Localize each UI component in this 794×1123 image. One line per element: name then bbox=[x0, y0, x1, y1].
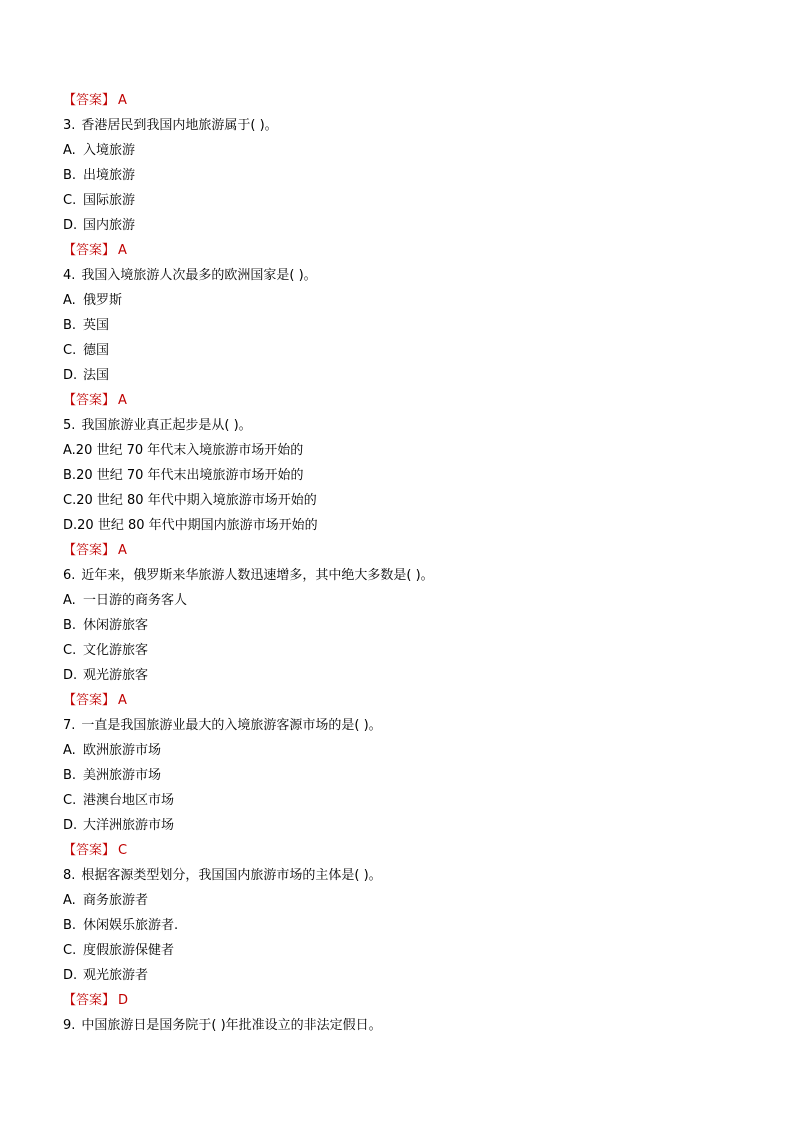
option-letter: A. bbox=[63, 593, 76, 608]
option-line bbox=[63, 363, 743, 388]
option-letter: B. bbox=[63, 168, 77, 183]
answer-line bbox=[63, 688, 743, 713]
option-text: 20 世纪 80 年代中期国内旅游市场开始的 bbox=[77, 518, 318, 533]
option-text: 20 世纪 70 年代末入境旅游市场开始的 bbox=[75, 443, 304, 458]
option-text: 商务旅游者 bbox=[83, 893, 149, 908]
option-text: 观光旅游者 bbox=[83, 968, 149, 983]
option-line bbox=[63, 338, 743, 363]
question-number: 7. bbox=[63, 718, 76, 733]
option-text: 休闲娱乐旅游者. bbox=[83, 918, 179, 933]
option-letter: C. bbox=[63, 643, 77, 658]
option-letter: A. bbox=[63, 443, 76, 458]
answer-label: 【答案】 bbox=[63, 393, 116, 408]
option-text: 美洲旅游市场 bbox=[83, 768, 162, 783]
option-text: 出境旅游 bbox=[83, 168, 136, 183]
answer-line bbox=[63, 388, 743, 413]
answer-line bbox=[63, 988, 743, 1013]
option-letter: A. bbox=[63, 143, 76, 158]
option-text: 观光游旅客 bbox=[83, 668, 149, 683]
option-line bbox=[63, 313, 743, 338]
option-text: 国际旅游 bbox=[83, 193, 136, 208]
option-letter: D. bbox=[63, 218, 78, 233]
question-number: 4. bbox=[63, 268, 76, 283]
answer-value: C bbox=[118, 843, 128, 858]
question-number: 6. bbox=[63, 568, 76, 583]
option-letter: A. bbox=[63, 293, 76, 308]
option-text: 休闲游旅客 bbox=[83, 618, 149, 633]
question-text: 根据客源类型划分，我国国内旅游市场的主体是( )。 bbox=[81, 868, 382, 883]
option-letter: A. bbox=[63, 743, 76, 758]
question-text: 一直是我国旅游业最大的入境旅游客源市场的是( )。 bbox=[81, 718, 382, 733]
answer-value: A bbox=[118, 93, 127, 108]
question-line bbox=[63, 563, 743, 588]
question-line bbox=[63, 713, 743, 738]
option-line bbox=[63, 638, 743, 663]
option-text: 文化游旅客 bbox=[83, 643, 149, 658]
option-text: 一日游的商务客人 bbox=[83, 593, 188, 608]
option-line bbox=[63, 188, 743, 213]
option-letter: B. bbox=[63, 918, 77, 933]
option-letter: B. bbox=[63, 618, 77, 633]
option-line bbox=[63, 588, 743, 613]
option-letter: B. bbox=[63, 768, 77, 783]
question-number: 8. bbox=[63, 868, 76, 883]
option-letter: D. bbox=[63, 668, 78, 683]
answer-line bbox=[63, 88, 743, 113]
option-line bbox=[63, 738, 743, 763]
option-line bbox=[63, 463, 743, 488]
option-letter: D. bbox=[63, 518, 78, 533]
question-text: 我国入境旅游人次最多的欧洲国家是( )。 bbox=[81, 268, 317, 283]
option-text: 港澳台地区市场 bbox=[83, 793, 175, 808]
option-line bbox=[63, 613, 743, 638]
option-line bbox=[63, 813, 743, 838]
answer-label: 【答案】 bbox=[63, 93, 116, 108]
question-text: 近年来，俄罗斯来华旅游人数迅速增多，其中绝大多数是( )。 bbox=[81, 568, 434, 583]
answer-label: 【答案】 bbox=[63, 543, 116, 558]
answer-value: A bbox=[118, 693, 127, 708]
option-text: 欧洲旅游市场 bbox=[83, 743, 162, 758]
option-letter: B. bbox=[63, 468, 77, 483]
option-line bbox=[63, 138, 743, 163]
option-letter: C. bbox=[63, 943, 77, 958]
option-text: 入境旅游 bbox=[83, 143, 136, 158]
question-line bbox=[63, 113, 743, 138]
answer-value: A bbox=[118, 243, 127, 258]
option-letter: C. bbox=[63, 343, 77, 358]
answer-value: D bbox=[118, 993, 129, 1008]
answer-line bbox=[63, 838, 743, 863]
option-letter: C. bbox=[63, 793, 77, 808]
answer-value: A bbox=[118, 543, 127, 558]
option-line bbox=[63, 938, 743, 963]
option-letter: A. bbox=[63, 893, 76, 908]
option-line bbox=[63, 888, 743, 913]
option-letter: B. bbox=[63, 318, 77, 333]
question-number: 5. bbox=[63, 418, 76, 433]
option-line bbox=[63, 663, 743, 688]
question-number: 9. bbox=[63, 1018, 76, 1033]
option-text: 20 世纪 80 年代中期入境旅游市场开始的 bbox=[76, 493, 317, 508]
question-line bbox=[63, 863, 743, 888]
answer-label: 【答案】 bbox=[63, 993, 116, 1008]
question-line bbox=[63, 413, 743, 438]
option-letter: C. bbox=[63, 193, 77, 208]
option-line bbox=[63, 963, 743, 988]
question-number: 3. bbox=[63, 118, 76, 133]
answer-label: 【答案】 bbox=[63, 693, 116, 708]
option-line bbox=[63, 163, 743, 188]
option-letter: D. bbox=[63, 818, 78, 833]
question-line bbox=[63, 263, 743, 288]
answer-line bbox=[63, 238, 743, 263]
option-text: 法国 bbox=[83, 368, 110, 383]
question-list bbox=[63, 88, 743, 1038]
option-text: 国内旅游 bbox=[83, 218, 136, 233]
answer-line bbox=[63, 538, 743, 563]
question-text: 中国旅游日是国务院于( )年批准设立的非法定假日。 bbox=[81, 1018, 382, 1033]
option-line bbox=[63, 213, 743, 238]
option-text: 德国 bbox=[83, 343, 110, 358]
option-text: 俄罗斯 bbox=[83, 293, 123, 308]
question-text: 香港居民到我国内地旅游属于( )。 bbox=[81, 118, 278, 133]
option-letter: C. bbox=[63, 493, 77, 508]
option-line bbox=[63, 488, 743, 513]
question-line bbox=[63, 1013, 743, 1038]
option-letter: D. bbox=[63, 368, 78, 383]
answer-value: A bbox=[118, 393, 127, 408]
option-text: 20 世纪 70 年代末出境旅游市场开始的 bbox=[76, 468, 304, 483]
option-text: 度假旅游保健者 bbox=[83, 943, 175, 958]
option-line bbox=[63, 763, 743, 788]
option-letter: D. bbox=[63, 968, 78, 983]
answer-label: 【答案】 bbox=[63, 843, 116, 858]
option-line bbox=[63, 288, 743, 313]
option-line bbox=[63, 438, 743, 463]
option-line bbox=[63, 788, 743, 813]
option-text: 大洋洲旅游市场 bbox=[83, 818, 175, 833]
option-line bbox=[63, 913, 743, 938]
answer-label: 【答案】 bbox=[63, 243, 116, 258]
option-line bbox=[63, 513, 743, 538]
question-text: 我国旅游业真正起步是从( )。 bbox=[81, 418, 252, 433]
option-text: 英国 bbox=[83, 318, 110, 333]
